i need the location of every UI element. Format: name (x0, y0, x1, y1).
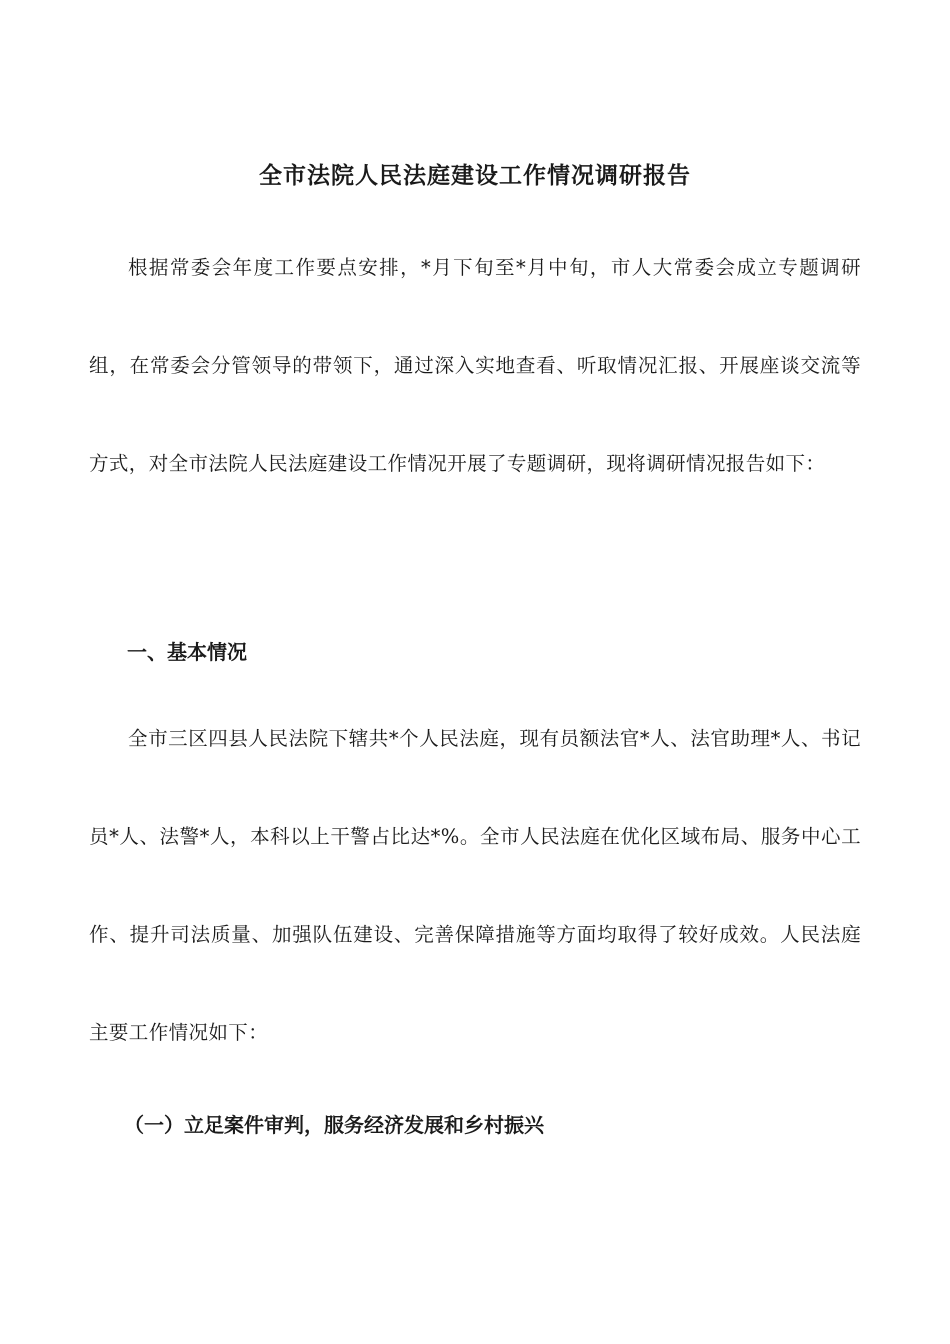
document-title: 全市法院人民法庭建设工作情况调研报告 (259, 163, 691, 189)
basic-situation-paragraph: 全市三区四县人民法院下辖共*个人民法庭，现有员额法官*人、法官助理*人、书记员*人、法警*人，本科以上干警占比达*%。全市人民法庭在优化区域布局、服务中心工作、提升司法质量、加强队伍建设、完善保障措施等方面均取得了较好成效。人民法庭主要工作情况如下： (89, 727, 861, 1044)
intro-paragraph: 根据常委会年度工作要点安排，*月下旬至*月中旬，市人大常委会成立专题调研组，在常委会分管领导的带领下，通过深入实地查看、听取情况汇报、开展座谈交流等方式，对全市法院人民法庭建设工作情况开展了专题调研，现将调研情况报告如下： (89, 256, 861, 475)
section-heading-basic-situation: 一、基本情况 (127, 640, 247, 664)
subsection-heading-case-trial: （一）立足案件审判，服务经济发展和乡村振兴 (124, 1113, 544, 1137)
